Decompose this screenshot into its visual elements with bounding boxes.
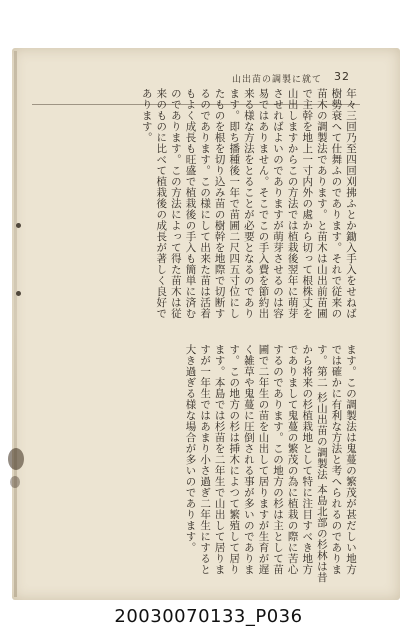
ink-stain <box>8 448 24 470</box>
ink-stain <box>10 476 20 488</box>
upper-text-block: 年々三回乃至四回刈拂ふとか鋤入手入をせねば樹勢衰へて仕舞ふのであります。それで従来の苗木の調製法であります。と苗木は山出前苗圃で主幹を地上一寸内外の處から切って根株丈を山出しますからこの方法では植栽後翌年に萌芽させればよいのでありますが萌芽させるのは容易ではありません。そこでこの手入費を節約出来る様な方法をとることが必要となるのであります。即ち播種後一年で苗圃二尺四五寸位にしたものを根を切り込み苗の樹幹を地際で切断するのであります。この様にして出来た苗は活着もよく成長も旺盛で植栽後の手入も簡単に済むのであります。この方法によって得た苗木は従来のものに比べて植栽後の成長が著しく良好であります。 <box>140 88 357 319</box>
lower-text-block: ます。この調製法は鬼蔓の繁茂が甚だしい地方では確かに有利な方法と考へられるのであります。第二 杉山出苗の調製法 本島北部の杉林は昔から将来の杉植栽地として特に注目すべき地方でありまして鬼蔓の繁茂の為に植栽の際に苦心するのであります。この地方の杉は主として苗圃で二年生の苗を山出して居りますが生育が遅く雑草や鬼蔓に圧倒される事が多いのであります。この地方の杉は挿木によつて繁殖して居ります。本島では杉苗を二年生で山出して居りますが一年生ではあまり小さ過ぎ二年生にすると大き過ぎる様な場合が多いのであります。 <box>184 344 357 583</box>
scan-label: 20030070133_P036 <box>114 606 303 627</box>
binding-hole <box>16 291 21 296</box>
document-page <box>12 48 400 600</box>
running-title: 山出苗の調製に就て <box>231 75 322 85</box>
binding-hole <box>16 223 21 228</box>
page-header <box>12 68 400 90</box>
page-number: 32 <box>334 70 350 83</box>
